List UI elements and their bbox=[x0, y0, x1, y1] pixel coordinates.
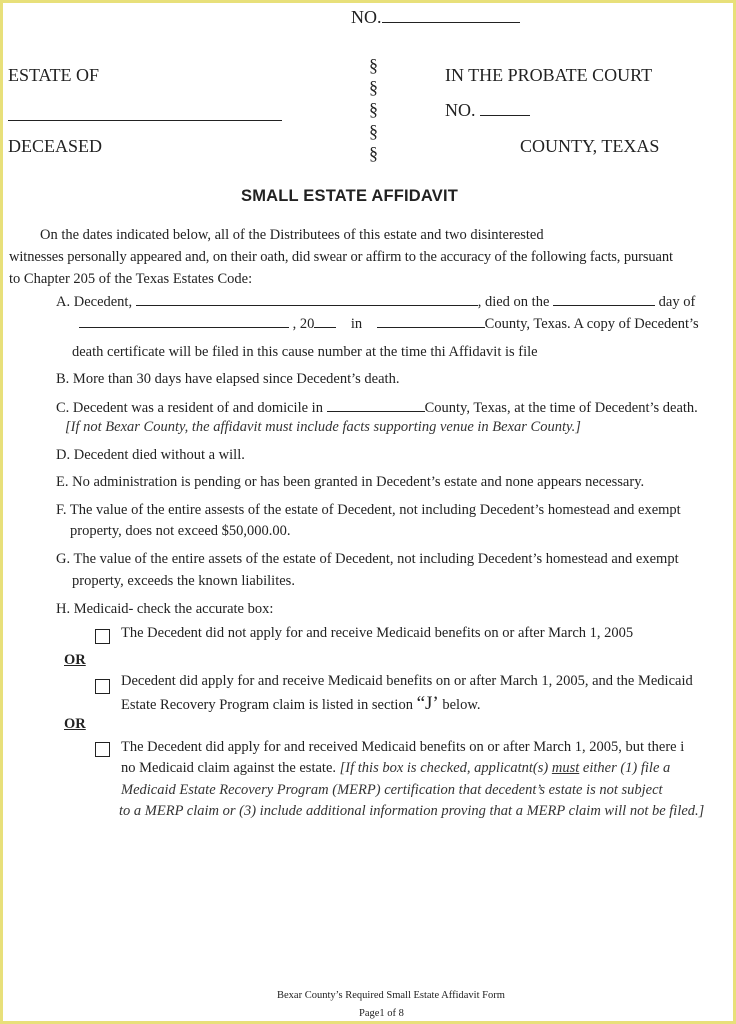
item-b: B. More than 30 days have elapsed since Decedent’s death. bbox=[56, 371, 400, 387]
or-separator-1: OR bbox=[64, 652, 86, 668]
item-g-line-1: G. The value of the entire assets of the estate of Decedent, not including Decedent’s homestead and exempt bbox=[56, 551, 679, 567]
intro-line-2: witnesses personally appeared and, on their oath, did swear or affirm to the accuracy of the following facts, pursuant bbox=[9, 249, 673, 265]
option-2-suffix: below. bbox=[442, 697, 481, 713]
item-a-line-2 bbox=[79, 315, 699, 333]
case-number-label: NO. bbox=[351, 7, 382, 27]
decedent-name-blank[interactable] bbox=[136, 293, 478, 306]
item-a-died: , died on the bbox=[477, 294, 550, 310]
item-c-prefix: C. Decedent was a resident of and domicile in bbox=[56, 400, 323, 416]
section-j-ref: “J’ bbox=[416, 693, 439, 714]
medicaid-option-3-line-4: to a MERP claim or (3) include additional information proving that a MERP claim will not be filed.] bbox=[119, 803, 705, 819]
county-texas-label: COUNTY, TEXAS bbox=[520, 136, 660, 156]
footer-page-number: Page1 of 8 bbox=[359, 1008, 404, 1019]
medicaid-option-2-line-2 bbox=[121, 693, 480, 715]
footer-form-name: Bexar County’s Required Small Estate Affidavit Form bbox=[277, 990, 505, 1001]
item-a-prefix: A. Decedent, bbox=[56, 294, 133, 310]
section-mark: § bbox=[369, 99, 378, 119]
section-mark: § bbox=[369, 143, 378, 163]
estate-of-label: ESTATE OF bbox=[8, 65, 100, 85]
or-separator-2: OR bbox=[64, 716, 86, 732]
medicaid-option-3-line-2 bbox=[121, 760, 670, 777]
court-number-row bbox=[445, 100, 530, 121]
medicaid-option-1-text: The Decedent did not apply for and receive Medicaid benefits on or after March 1, 2005 bbox=[121, 625, 634, 641]
item-a-in: in bbox=[350, 316, 363, 332]
court-number-blank[interactable] bbox=[480, 103, 530, 116]
medicaid-option-3-checkbox[interactable] bbox=[95, 742, 110, 757]
item-f-line-1: F. The value of the entire assests of the estate of Decedent, not including Decedent’s homestead and exempt bbox=[56, 502, 681, 518]
domicile-county-blank[interactable] bbox=[327, 399, 425, 412]
item-a-line-3: death certificate will be filed in this cause number at the time thi Affidavit is file bbox=[72, 344, 538, 360]
item-e: E. No administration is pending or has been granted in Decedent’s estate and none appears necessary. bbox=[56, 474, 645, 490]
death-county-blank[interactable] bbox=[377, 315, 485, 328]
item-c-line-1 bbox=[56, 399, 698, 417]
deceased-label: DECEASED bbox=[8, 136, 102, 156]
case-number-top bbox=[351, 7, 520, 28]
item-a-line-1 bbox=[56, 293, 695, 311]
option-3-italic-a: [If this box is checked, applicatnt(s) bbox=[339, 760, 549, 776]
item-g-line-2: property, exceeds the known liabilites. bbox=[72, 573, 295, 589]
intro-line-1: On the dates indicated below, all of the Distributees of this estate and two disinterested bbox=[40, 227, 544, 243]
item-a-day-of: day of bbox=[658, 294, 696, 310]
death-day-blank[interactable] bbox=[553, 293, 655, 306]
death-year-blank[interactable] bbox=[314, 315, 336, 328]
intro-line-3: to Chapter 205 of the Texas Estates Code: bbox=[9, 271, 253, 287]
medicaid-option-3-line-3: Medicaid Estate Recovery Program (MERP) certification that decedent’s estate is not subject bbox=[121, 782, 663, 798]
item-h: H. Medicaid- check the accurate box: bbox=[56, 601, 274, 617]
option-3-plain: no Medicaid claim against the estate. bbox=[121, 760, 337, 776]
option-3-must: must bbox=[551, 760, 580, 776]
death-month-blank[interactable] bbox=[79, 315, 289, 328]
item-a-county: County, Texas. A copy of Decedent’s bbox=[484, 316, 699, 332]
option-2-prefix: Estate Recovery Program claim is listed in section bbox=[121, 697, 413, 713]
item-d: D. Decedent died without a will. bbox=[56, 447, 245, 463]
estate-name-blank[interactable] bbox=[8, 120, 282, 121]
page-title: SMALL ESTATE AFFIDAVIT bbox=[241, 187, 459, 205]
medicaid-option-2-checkbox[interactable] bbox=[95, 679, 110, 694]
section-mark: § bbox=[369, 77, 378, 97]
court-number-label: NO. bbox=[445, 100, 476, 120]
medicaid-option-3-line-1: The Decedent did apply for and received Medicaid benefits on or after March 1, 2005, but there i bbox=[121, 739, 685, 755]
item-c-note: [If not Bexar County, the affidavit must include facts supporting venue in Bexar County.] bbox=[65, 419, 581, 435]
medicaid-option-2-line-1: Decedent did apply for and receive Medicaid benefits on or after March 1, 2005, and the Medicaid bbox=[121, 673, 693, 689]
item-f-line-2: property, does not exceed $50,000.00. bbox=[70, 523, 291, 539]
item-c-suffix: County, Texas, at the time of Decedent’s death. bbox=[424, 400, 698, 416]
item-a-year-prefix: , 20 bbox=[292, 316, 315, 332]
section-mark: § bbox=[369, 55, 378, 75]
option-3-italic-b: either (1) file a bbox=[582, 760, 671, 776]
probate-court-label: IN THE PROBATE COURT bbox=[445, 65, 653, 85]
case-number-blank[interactable] bbox=[382, 10, 520, 23]
medicaid-option-1-checkbox[interactable] bbox=[95, 629, 110, 644]
section-mark: § bbox=[369, 121, 378, 141]
